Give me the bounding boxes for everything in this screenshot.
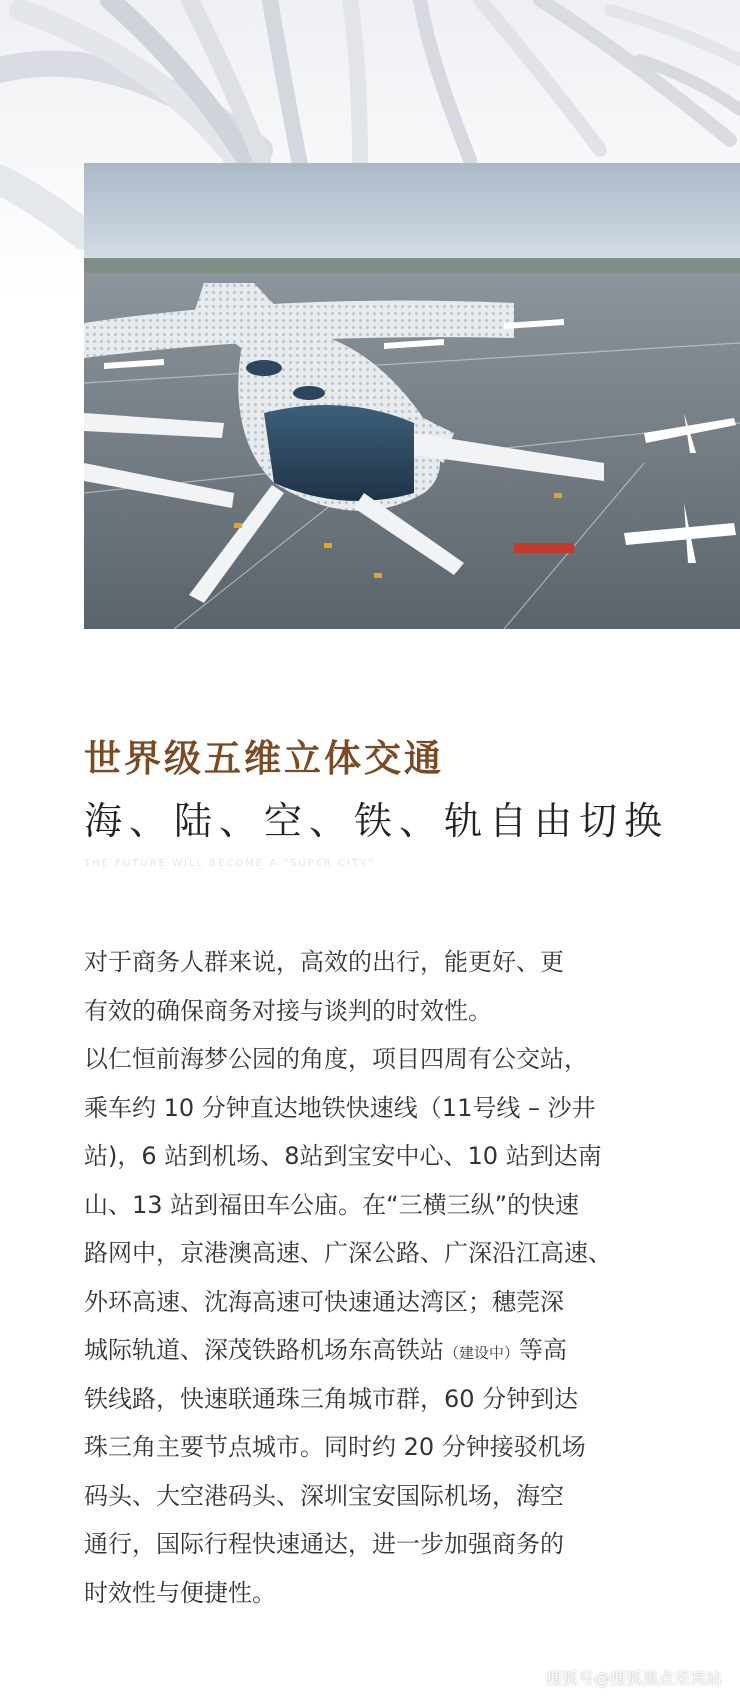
body-line: 对于商务人群来说，高效的出行，能更好、更 [84,948,564,976]
body-line: 码头、大空港码头、深圳宝安国际机场，海空 [84,1481,564,1510]
body-line: 山、13 站到福田车公庙。在“三横三纵”的快速 [84,1190,580,1219]
body-line: 外环高速、沈海高速可快速通达湾区；穗莞深 [84,1287,564,1316]
body-line: 以仁恒前海梦公园的角度，项目四周有公交站， [84,1045,588,1073]
body-paragraph [84,938,664,1617]
body-line: 有效的确保商务对接与谈判的时效性。 [84,996,492,1025]
section-title: 世界级五维立体交通 [84,737,444,780]
construction-note: （建设中） [444,1344,520,1362]
body-line: 铁线路，快速联通珠三角城市群，60 分钟到达 [84,1384,579,1413]
section-subtitle: 海、陆、空、铁、轨自由切换 [84,799,670,843]
body-line: 乘车约 10 分钟直达地铁快速线（11号线 – 沙井 [84,1093,596,1122]
source-watermark: 搜狐号@搜狐黑点采宾站 [545,1669,722,1688]
body-line-tail: 等高 [519,1336,568,1364]
body-line-text: 城际轨道、深茂铁路机场东高铁站 [84,1336,444,1364]
body-line: 路网中，京港澳高速、广深公路、广深沿江高速、 [84,1239,612,1267]
body-line: 通行，国际行程快速通达，进一步加强商务的 [84,1530,564,1558]
body-line: 珠三角主要节点城市。同时约 20 分钟接驳机场 [84,1433,586,1461]
body-line [84,1326,664,1375]
body-line: 时效性与便捷性。 [84,1578,276,1607]
airport-terminal-photo [84,163,740,629]
english-tagline: THE FUTURE WILL BECOME A "SUPER CITY" [84,858,375,869]
body-line: 站)，6 站到机场、8站到宝安中心、10 站到达南 [84,1142,602,1170]
